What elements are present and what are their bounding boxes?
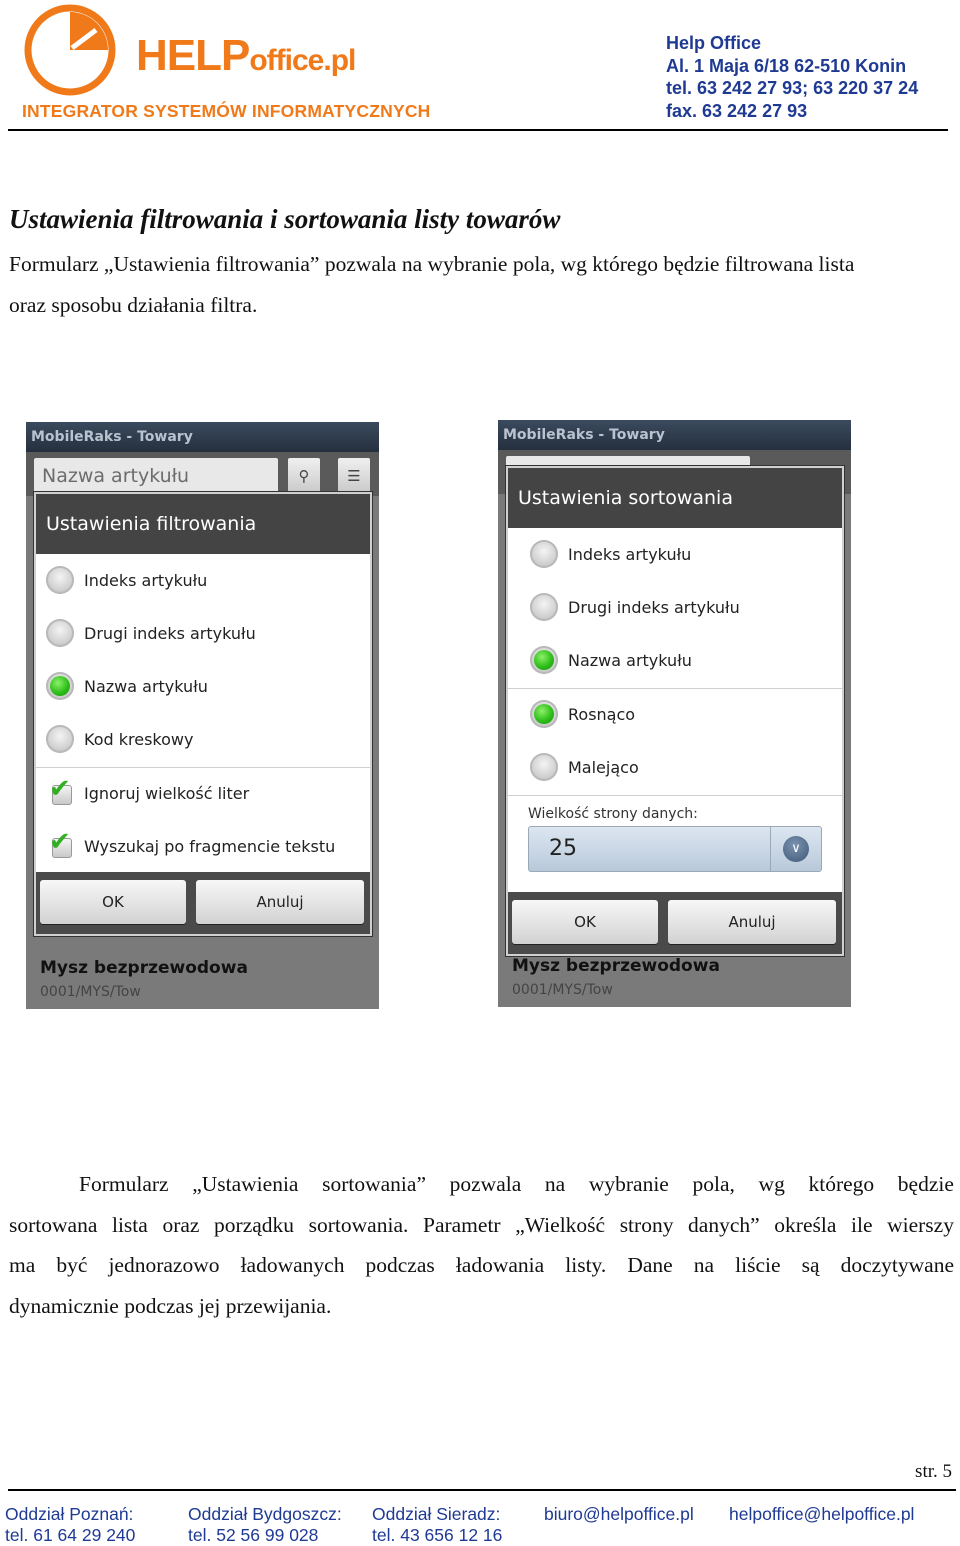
paragraph [9,1164,954,1326]
search-input[interactable]: Nazwa artykułu [34,458,278,494]
list-item-code: 0001/MYS/Tow [512,982,613,998]
paragraph-line: sortowana lista oraz porządku sortowania. Parametr „Wielkość strony danych” określa ile wierszy [9,1212,954,1237]
list-item-code: 0001/MYS/Tow [40,984,141,1000]
cancel-button[interactable]: Anuluj [196,880,364,924]
checkbox-checked-icon: ✔ [49,827,71,857]
page-size-label: Wielkość strony danych: [528,806,698,822]
contact-line: tel. 63 242 27 93; 63 220 37 24 [666,78,919,98]
radio-off-icon [46,725,74,753]
contact-line: fax. 63 242 27 93 [666,100,808,121]
dialog-divider [508,795,842,796]
sort-order-option[interactable]: Rosnąco [530,694,635,734]
radio-on-icon [530,700,558,728]
list-item-name[interactable]: Mysz bezprzewodowa [40,958,248,978]
sort-dialog [506,466,844,956]
app-title-bar: MobileRaks - Towary [498,420,851,450]
sort-field-option[interactable]: Nazwa artykułu [530,640,692,680]
radio-off-icon [530,540,558,568]
filter-option[interactable]: Drugi indeks artykułu [46,613,256,653]
company-tagline: INTEGRATOR SYSTEMÓW INFORMATYCZNYCH [22,101,431,121]
footer-divider [8,1489,956,1491]
footer-branch-bydgoszcz: Oddział Bydgoszcz: tel. 52 56 99 028 [188,1504,342,1545]
dialog-title: Ustawienia sortowania [508,468,842,528]
helpoffice-logo-icon [22,2,118,98]
contact-line: Al. 1 Maja 6/18 62-510 Konin [666,55,907,76]
dialog-divider [36,767,370,768]
footer-email-link[interactable]: biuro@helpoffice.pl [544,1504,694,1524]
radio-off-icon [46,566,74,594]
radio-on-icon [530,646,558,674]
footer-email-link[interactable]: helpoffice@helpoffice.pl [729,1504,915,1524]
sort-order-option[interactable]: Malejąco [530,747,639,787]
sort-settings-screenshot [498,420,851,1007]
logo-wordmark: HELPoffice.pl [136,31,356,80]
paragraph-line: dynamicznie podczas jej przewijania. [9,1293,332,1318]
filter-option[interactable]: Nazwa artykułu [46,666,208,706]
sort-field-option[interactable]: Drugi indeks artykułu [530,587,740,627]
filter-option[interactable]: Kod kreskowy [46,719,193,759]
ok-button[interactable]: OK [512,900,658,944]
filter-settings-screenshot [26,422,379,1009]
page-size-value: 25 [549,836,577,861]
dialog-button-bar [508,892,842,954]
filter-checkbox[interactable]: ✔ Ignoruj wielkość liter [48,773,249,813]
ok-button[interactable]: OK [40,880,186,924]
radio-on-icon [46,672,74,700]
filter-checkbox[interactable]: ✔ Wyszukaj po fragmencie tekstu [48,826,335,866]
section-title: Ustawienia filtrowania i sortowania listy towarów [9,204,561,234]
filter-dialog [34,492,372,936]
radio-off-icon [530,593,558,621]
paragraph-line: Formularz „Ustawienia filtrowania” pozwala na wybranie pola, wg którego będzie filtrowana lista [9,252,855,276]
tree-icon: ☰ [347,467,361,485]
paragraph-line: oraz sposobu działania filtra. [9,293,258,317]
search-icon: ⚲ [298,467,310,485]
paragraph-line: Formularz „Ustawienia sortowania” pozwala na wybranie pola, wg którego będzie [79,1172,954,1196]
page-number: str. 5 [915,1461,952,1482]
cancel-button[interactable]: Anuluj [668,900,836,944]
contact-block [666,32,918,122]
radio-off-icon [530,753,558,781]
dialog-divider [508,688,842,689]
tree-button[interactable] [338,458,370,494]
radio-off-icon [46,619,74,647]
footer-branch-poznan: Oddział Poznań: tel. 61 64 29 240 [5,1504,136,1545]
contact-line: Help Office [666,33,762,53]
chevron-down-icon: ∨ [783,836,809,862]
sort-field-option[interactable]: Indeks artykułu [530,534,691,574]
filter-option[interactable]: Indeks artykułu [46,560,207,600]
page-size-select[interactable] [528,826,822,872]
list-item-name[interactable]: Mysz bezprzewodowa [512,956,720,976]
dialog-title: Ustawienia filtrowania [36,494,370,554]
footer-branch-sieradz: Oddział Sieradz: tel. 43 656 12 16 [372,1504,503,1545]
app-title-bar: MobileRaks - Towary [26,422,379,452]
search-button[interactable] [288,458,320,494]
dialog-button-bar [36,872,370,934]
paragraph-line: ma być jednorazowo ładowanych podczas ładowania listy. Dane na liście są doczytywane [9,1253,954,1277]
checkbox-checked-icon: ✔ [49,774,71,804]
header-divider [8,129,948,131]
search-row [26,452,379,496]
